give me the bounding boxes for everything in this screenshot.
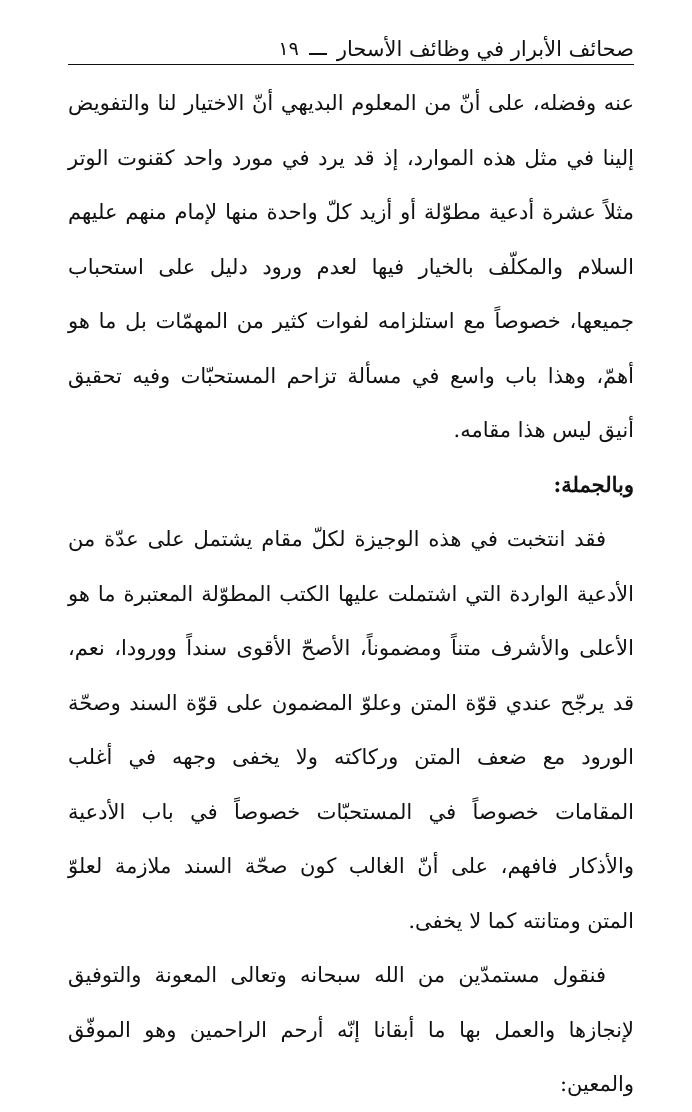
header-separator — [309, 53, 327, 55]
section-heading: وبالجملة: — [553, 471, 634, 497]
header-title: صحائف الأبرار في وظائف الأسحار — [336, 37, 634, 61]
paragraph-2: فقد انتخبت في هذه الوجيزة لكلّ مقام يشتمل على عدّة من الأدعية الواردة التي اشتملت عليها الكتب المطوّلة المعتبرة ما هو الأعلى والأشرف متناً ومضموناً، الأصحّ الأقوى سنداً وورودا، نعم، قد يرجّح عندي قوّة المتن وعلوّ المضمون على قوّة السند وصحّة الورود مع ضعف المتن وركاكته ولا يخفى وجهه في أغلب المقامات خصوصاً في المستحبّات خصوصاً في باب الأدعية والأذكار فافهم، على أنّ الغالب كون صحّة السند ملازمة لعلوّ المتن ومتانته كما لا يخفى. — [68, 527, 634, 933]
paragraph-1: عنه وفضله، على أنّ من المعلوم البديهي أنّ الاختيار لنا والتفويض إلينا في مثل هذه الموارد، إذ قد يرد في مورد واحد كقنوت الوتر مثلاً عشرة أدعية مطوّلة أو أزيد كلّ واحدة منها لإمام منهم عليهم السلام والمكلّف بالخيار فيها لعدم ورود دليل على استحباب جميعها، خصوصاً مع استلزامه لفوات كثير من المهمّات بل ما هو أهمّ، وهذا باب واسع في مسألة تزاحم المستحبّات وفيه تحقيق أنيق ليس هذا مقامه. — [68, 91, 634, 442]
running-header — [68, 28, 634, 64]
page-number: ١٩ — [278, 38, 299, 60]
header-rule — [68, 64, 634, 65]
paragraph-3: فنقول مستمدّين من الله سبحانه وتعالى المعونة والتوفيق لإنجازها والعمل بها ما أبقانا إنّه أرحم الراحمين وهو الموفّق والمعين: — [68, 963, 634, 1096]
body-text — [68, 76, 634, 1112]
